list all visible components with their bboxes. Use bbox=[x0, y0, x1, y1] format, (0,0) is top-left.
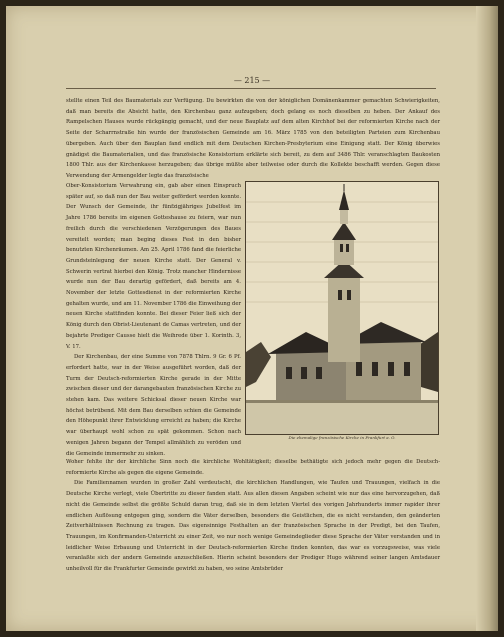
page-gutter bbox=[476, 6, 498, 631]
paragraph: Die Familiennamen wurden in großer Zahl verdeutscht, die kirchlichen Handlungen, wie Taufen und Trauungen, vielfach in die Deutsche Kirche verlegt, viele Übertritte zu dieser fanden statt. Aus allen diesen Angaben scheint wie nur das eine hervorzugehen, daß nicht die Gemeinde selbst die größte Schuld daran trug, daß sie in dem letzten Viertel des vorigen Jahrhunderts immer rapider ihrer endlichen Auflösung entgegen ging, sondern die Väter derselben, besonders die Geistlichen, die es nicht verstanden, den geänderten Zeitverhältnissen Rechnung zu tragen. Das eigensinnige Festhalten an der französischen Sprache in der Predigt, bei den Taufen, Trauungen, im Konfirmanden-Unterricht zu einer Zeit, wo nur noch wenige Gemeindeglieder diese Sprache der Väter verstanden und in leidlicher Weise Erbauung und Unterricht in der Deutsch-reformierten Kirche finden konnten, das war es vorzugsweise, was viele veranlaßte sich der andern Gemeinde anzuschließen. Hierin scheint besonders der Prediger Hugo während seiner langen Amtsdauer unheilvoll für die Frankfurter Gemeinde gewirkt zu haben, wo seine Amtsbrüder bbox=[66, 480, 440, 573]
book-page bbox=[6, 6, 498, 631]
page-number: — 215 — bbox=[233, 76, 271, 85]
figure-caption: Die ehemalige französische Kirche in Frankfurt a. O. bbox=[288, 435, 396, 440]
text-block-left-column bbox=[66, 181, 241, 459]
text-block-bottom bbox=[66, 457, 440, 575]
paragraph: Ober-Konsistorium Verwahrung ein, gab aber einen Einspruch später auf, so daß nun der Bau weiter gefördert werden konnte. Der Wunsch der Gemeinde, ihr fünfzigjähriges Jubelfest im Jahre 1786 bereits im eigenen Gotteshause zu feiern, war nun freilich durch die verschiedenen Verzögerungen des Baues vereitelt worden; man beging dieses Fest in den bisher benutzten Kirchenräumen. Am 25. April 1786 fand die feierliche Grundsteinlegung der neuen Kirche statt. Der General v. Schwerin vertrat hierbei den König. Trotz mancher Hindernisse wurde nun der Bau derartig gefördert, daß bereits am 4. November der letzte Gottesdienst in der reformierten Kirche gehalten wurde, und am 11. November 1786 die Einweihung der neuen Kirche stattfinden konnte. Bei dieser Feier ließ sich der König durch den Obrist-Lieutenant de Camas vertreten, und der bejahrte Prediger Causse hielt die Weihrede über 1. Korinth. 3, V. 17. bbox=[66, 183, 241, 350]
text-block-top bbox=[66, 96, 440, 182]
church-engraving bbox=[246, 182, 438, 434]
church-illustration bbox=[245, 181, 439, 435]
header-rule bbox=[66, 88, 436, 89]
paragraph: Woher fehlte ihr der kirchliche Sinn noch die kirchliche Wohltätigkeit; dieselbe bethätigte sich jedoch mehr gegen die Deutsch-reformierte Kirche als gegen die eigene Gemeinde. bbox=[66, 459, 440, 476]
paragraph: stellte einen Teil des Baumaterials zur Verfügung. Du bewirkten die von der königlichen Domänenkammer gemachten Schwierigkeiten, daß man bereits die Absicht hatte, den Kirchenbau ganz aufzugeben; doch gelang es noch dieselben zu heben. Der Ankauf des Rampelschen Hauses wurde rückgängig gemacht, und der neue Bauplatz auf dem alten Kirchhof bei der reformierten Kirche nach der Seite der Scharrnstraße hin wurde der französischen Gemeinde am 16. März 1785 von den beteiligten Parteien zum Kirchenbau übergeben. Auch über den Bauplan fand endlich mit dem Deutschen Kirchen-Presbyterium eine Einigung statt. Der König überwies gnädigst die Baumaterialien, und das französische Konsistorium erklärte sich bereit, zu dem auf 3486 Thlr. veranschlagten Baukosten 1800 Thlr. aus der Kirchenkasse herzugeben; das übrige müßte aber teilweise oder durch die Kollekte beschafft werden. Gegen diese Verwendung der Armengelder legte das französische bbox=[66, 98, 440, 179]
paragraph: Der Kirchenbau, der eine Summe von 7878 Thlrn. 9 Gr. 6 Pf. erfordert hatte, war in der Weise ausgeführt worden, daß der Turm der Deutsch-reformierten Kirche gerade in der Mitte zwischen dieser und der darangebauten französischen Kirche zu stehen kam. Das weitere Schicksal dieser neuen Kirche war höchst betrübend. Mit dem Bau derselben schien die Gemeinde den Höhepunkt ihrer Entwicklung erreicht zu haben; die Kirche war überhaupt wohl schon zu spät gekommen. Schon nach wenigen Jahren begann der Tempel allmählich zu veröden und die Gemeinde immermehr zu sinken. bbox=[66, 354, 241, 457]
